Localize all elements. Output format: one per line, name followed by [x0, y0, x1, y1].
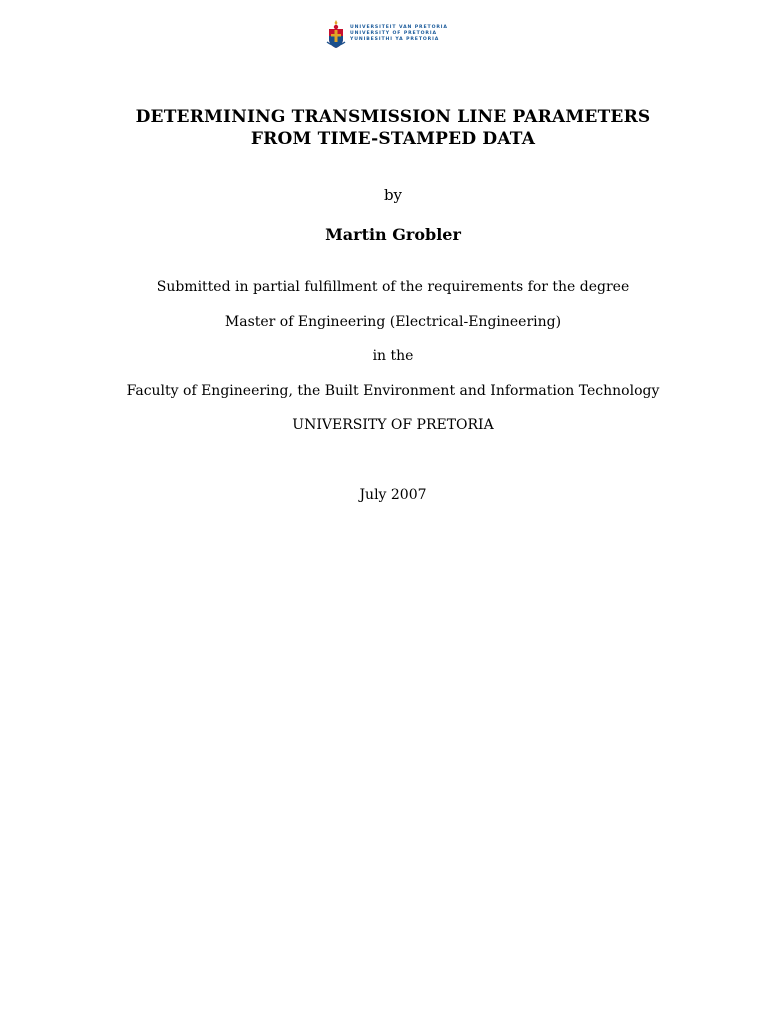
university-logo	[326, 18, 448, 50]
submission-date: July 2007	[359, 487, 427, 503]
in-the-label: in the	[372, 348, 414, 364]
university-name: UNIVERSITY OF PRETORIA	[292, 417, 494, 433]
logo-line-sepedi: YUNIBESITHI YA PRETORIA	[350, 37, 440, 42]
submission-statement: Submitted in partial fulfillment of the requirements for the degree	[156, 279, 630, 295]
logo-line-english: UNIVERSITY OF PRETORIA	[350, 31, 437, 36]
thesis-title-line-1: DETERMINING TRANSMISSION LINE PARAMETERS	[135, 107, 651, 127]
faculty-name: Faculty of Engineering, the Built Environment and Information Technology	[126, 383, 660, 399]
logo-text	[350, 25, 448, 43]
thesis-title	[0, 106, 768, 150]
thesis-title-line-2: FROM TIME-STAMPED DATA	[250, 129, 536, 149]
by-label: by	[383, 186, 403, 204]
university-crest-icon	[326, 19, 346, 49]
author-name: Martin Grobler	[325, 225, 461, 244]
degree-name: Master of Engineering (Electrical-Engineering)	[224, 314, 562, 330]
logo-line-afrikaans: UNIVERSITEIT VAN PRETORIA	[350, 25, 448, 30]
